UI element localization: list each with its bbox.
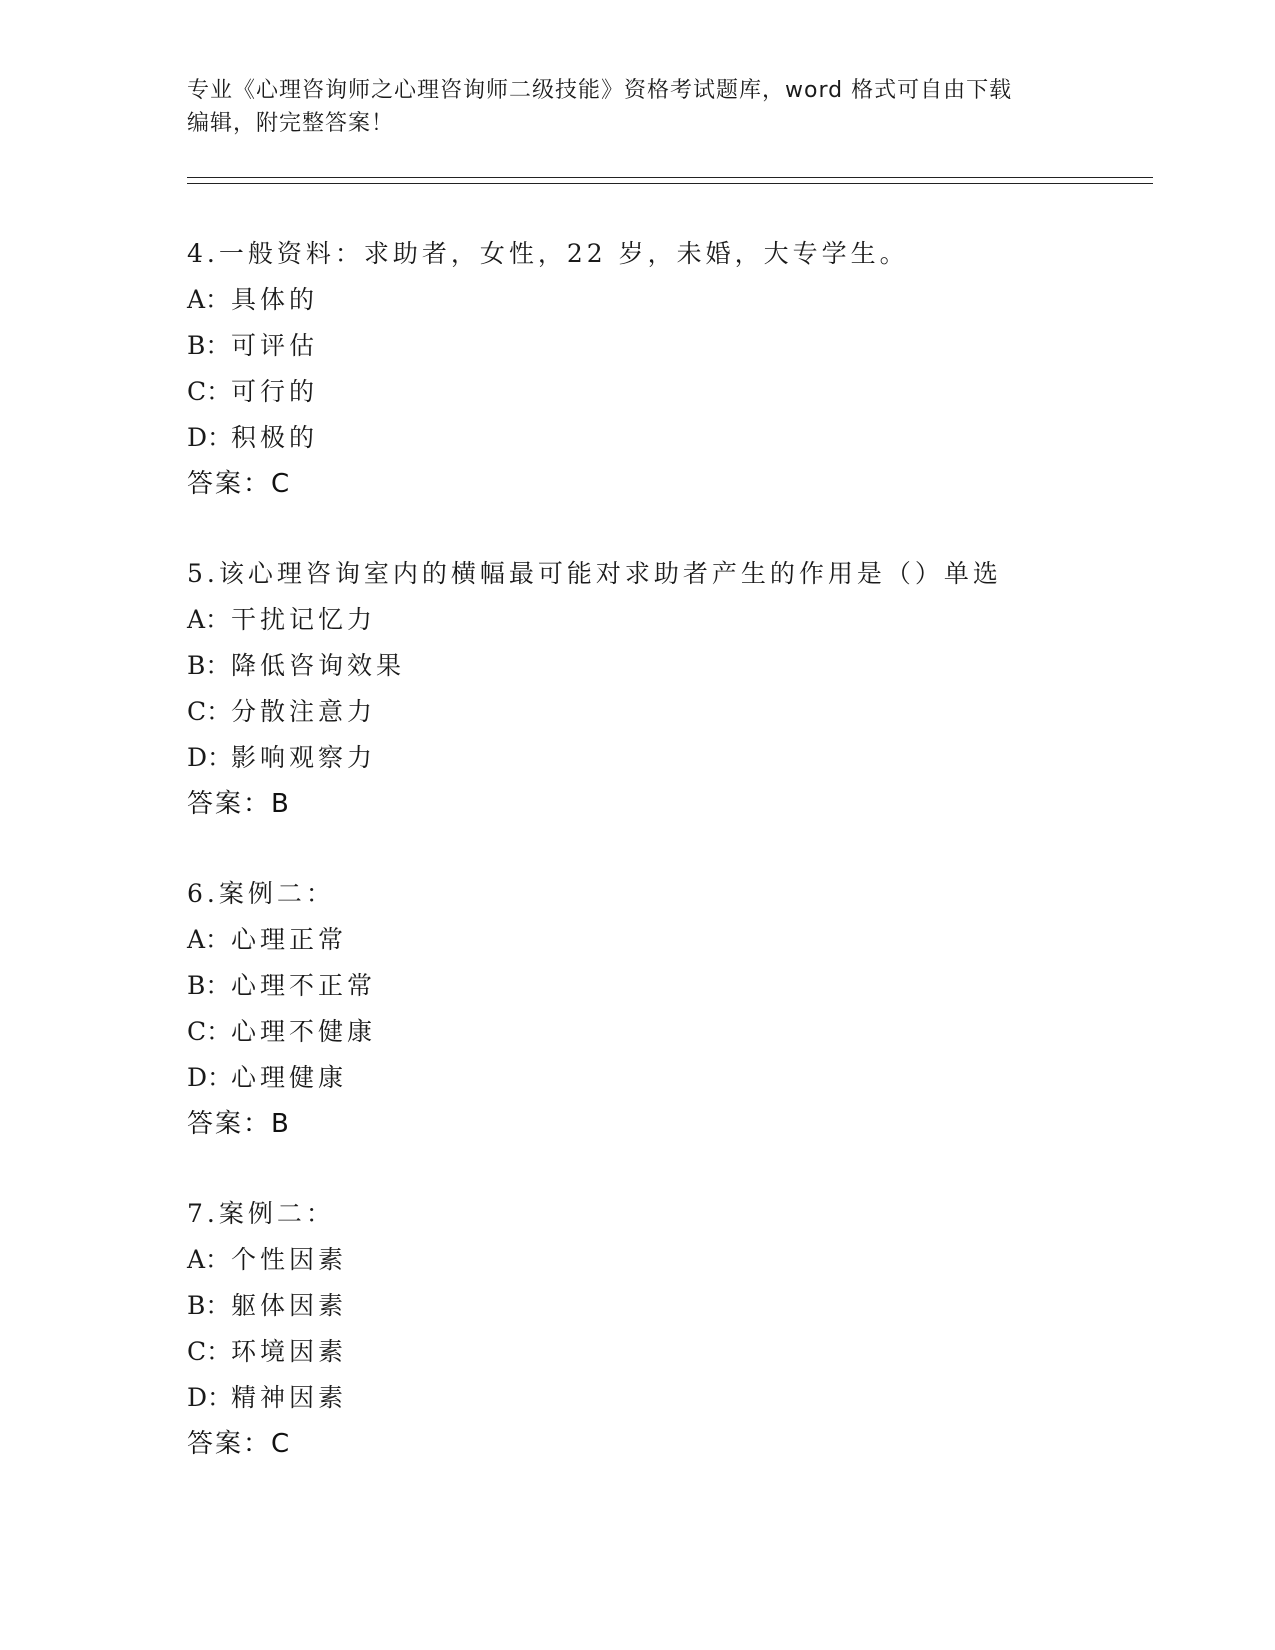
answer: 答案：B xyxy=(187,789,291,819)
option-letter: B： xyxy=(187,971,231,1000)
header-divider-top xyxy=(187,177,1153,178)
answer: 答案：B xyxy=(187,1109,291,1139)
option-letter: B： xyxy=(187,651,231,680)
option-letter: C： xyxy=(187,1017,232,1046)
answer: 答案：C xyxy=(187,1429,292,1459)
option-letter: A： xyxy=(187,285,231,314)
option-text: 积极的 xyxy=(231,423,319,452)
option-letter: D： xyxy=(187,423,233,452)
option-d xyxy=(187,415,1187,461)
option-text: 干扰记忆力 xyxy=(231,605,377,634)
option-text: 可行的 xyxy=(231,377,319,406)
option-d xyxy=(187,1055,1187,1101)
option-text: 个性因素 xyxy=(231,1245,348,1274)
option-a xyxy=(187,917,1187,963)
option-text: 心理不健康 xyxy=(231,1017,377,1046)
option-c xyxy=(187,1009,1187,1055)
option-letter: B： xyxy=(187,1291,231,1320)
option-letter: D： xyxy=(187,1383,233,1412)
option-c xyxy=(187,369,1187,415)
option-text: 心理健康 xyxy=(231,1063,348,1092)
option-text: 躯体因素 xyxy=(231,1291,348,1320)
option-letter: C： xyxy=(187,697,232,726)
option-text: 可评估 xyxy=(231,331,319,360)
option-letter: A： xyxy=(187,925,231,954)
question-stem: 5.该心理咨询室内的横幅最可能对求助者产生的作用是（）单选 xyxy=(187,559,1002,588)
option-letter: C： xyxy=(187,377,232,406)
option-b xyxy=(187,323,1187,369)
question-7 xyxy=(187,1191,1187,1467)
question-stem: 6.案例二： xyxy=(187,879,335,908)
option-letter: D： xyxy=(187,743,233,772)
option-c xyxy=(187,689,1187,735)
option-d xyxy=(187,735,1187,781)
option-text: 心理正常 xyxy=(231,925,348,954)
option-c xyxy=(187,1329,1187,1375)
question-stem: 4.一般资料：求助者，女性，22 岁，未婚，大专学生。 xyxy=(187,239,909,268)
option-letter: C： xyxy=(187,1337,232,1366)
option-b xyxy=(187,1283,1187,1329)
option-a xyxy=(187,597,1187,643)
option-a xyxy=(187,1237,1187,1283)
option-letter: A： xyxy=(187,1245,231,1274)
option-d xyxy=(187,1375,1187,1421)
option-text: 精神因素 xyxy=(231,1383,348,1412)
header-line-2: 编辑，附完整答案！ xyxy=(187,111,395,136)
option-text: 心理不正常 xyxy=(231,971,377,1000)
option-letter: A： xyxy=(187,605,231,634)
question-stem: 7.案例二： xyxy=(187,1199,335,1228)
document-header xyxy=(187,74,1067,140)
answer: 答案：C xyxy=(187,469,292,499)
option-a xyxy=(187,277,1187,323)
option-letter: B： xyxy=(187,331,231,360)
question-6 xyxy=(187,871,1187,1147)
option-text: 具体的 xyxy=(231,285,319,314)
option-letter: D： xyxy=(187,1063,233,1092)
header-line-1: 专业《心理咨询师之心理咨询师二级技能》资格考试题库，word 格式可自由下载 xyxy=(187,78,1013,103)
question-5 xyxy=(187,551,1187,827)
option-b xyxy=(187,643,1187,689)
question-4 xyxy=(187,231,1187,507)
option-text: 降低咨询效果 xyxy=(231,651,406,680)
header-divider-bottom xyxy=(187,183,1153,184)
option-text: 分散注意力 xyxy=(231,697,377,726)
option-b xyxy=(187,963,1187,1009)
option-text: 影响观察力 xyxy=(231,743,377,772)
option-text: 环境因素 xyxy=(231,1337,348,1366)
